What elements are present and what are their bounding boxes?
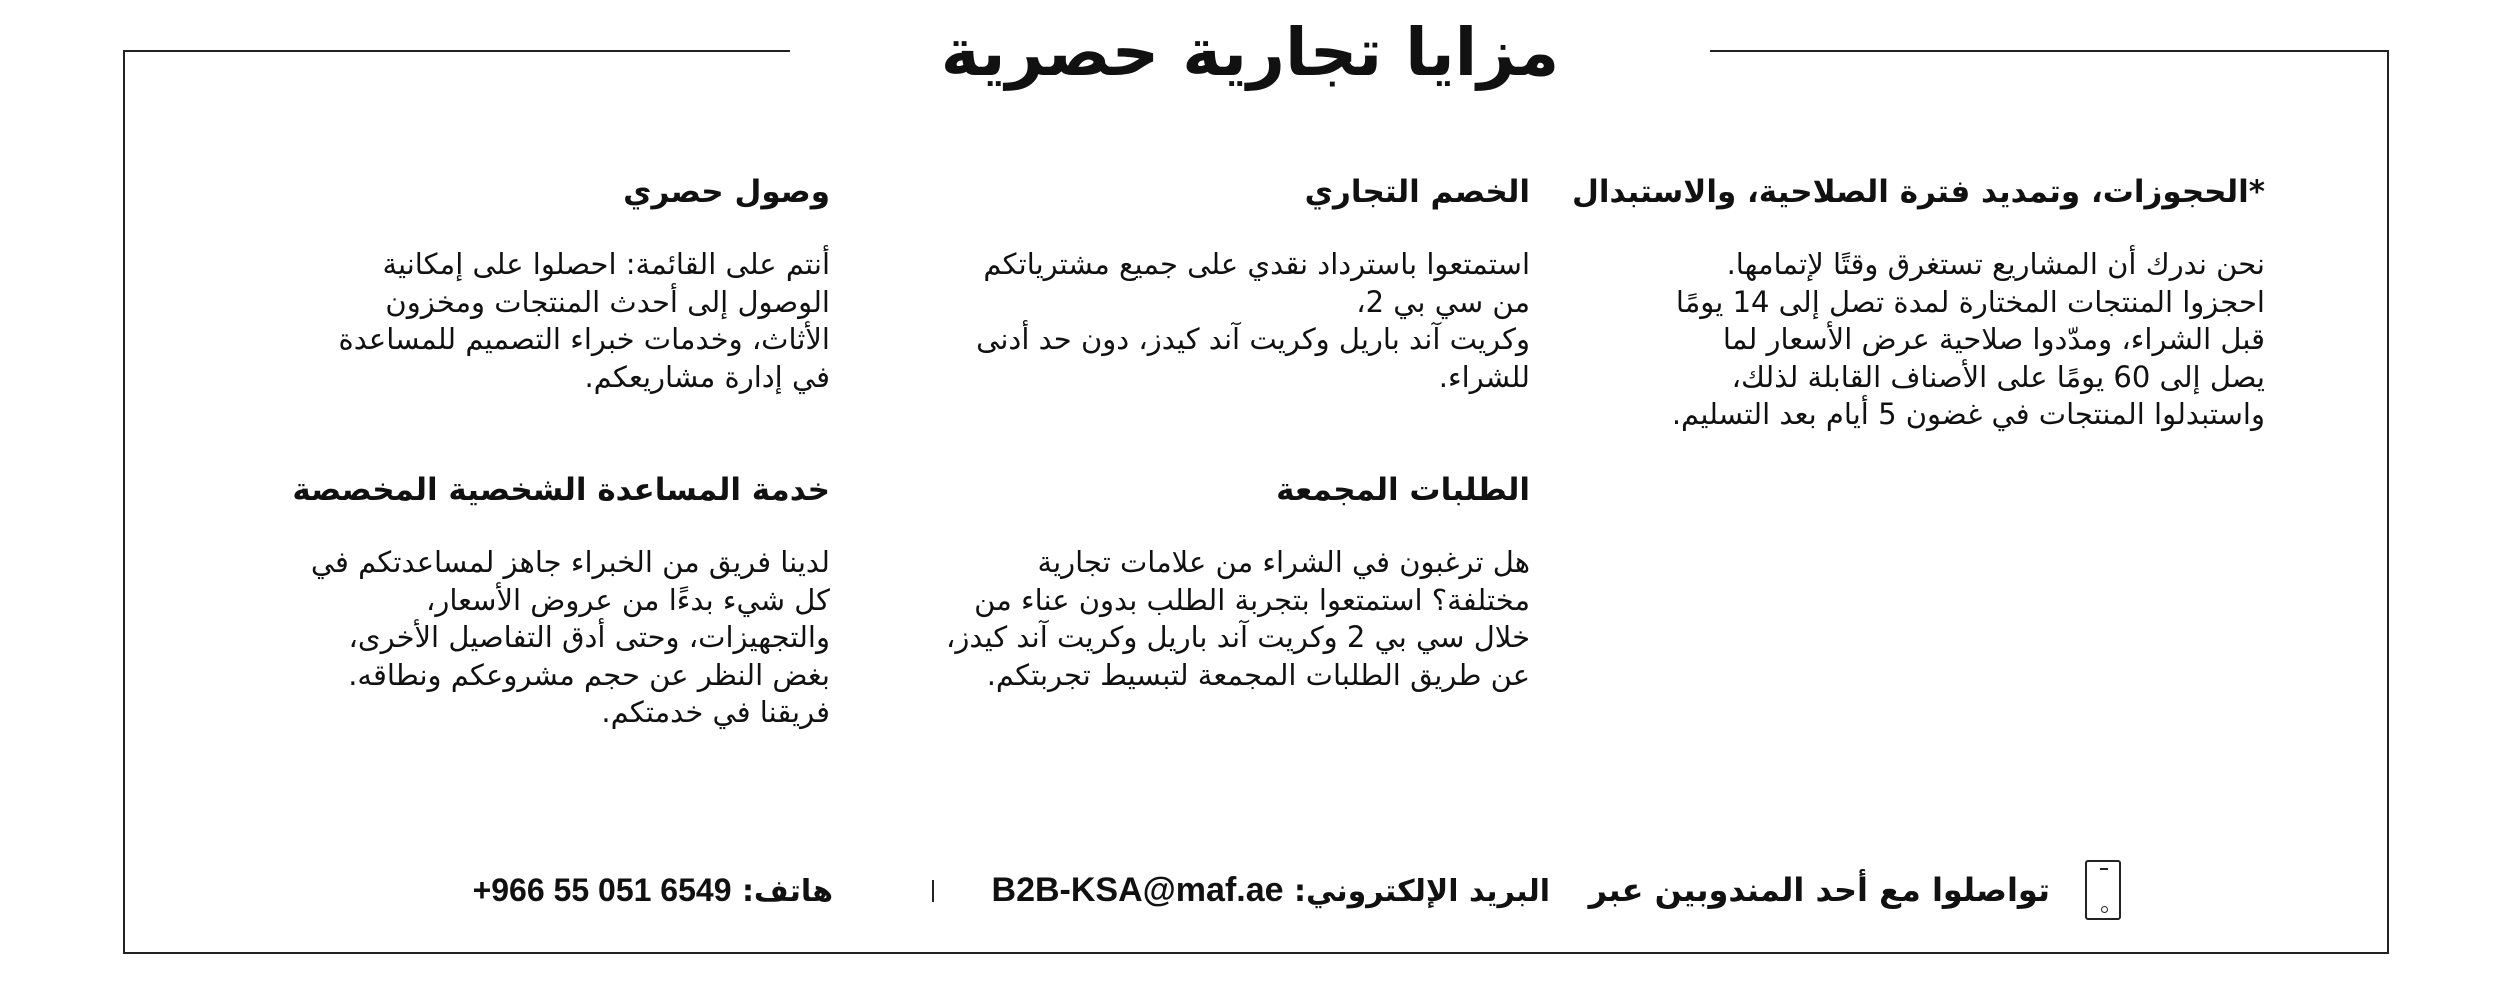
mobile-phone-icon xyxy=(2085,860,2121,920)
section-exclusive-access xyxy=(339,172,830,396)
email-group xyxy=(992,855,1550,925)
body-line: والتجهيزات، وحتى أدق التفاصيل الأخرى، xyxy=(348,620,830,654)
section-personal-assistance xyxy=(292,470,830,732)
body-line: قبل الشراء، ومدّدوا صلاحية عرض الأسعار لما xyxy=(1722,322,2265,356)
section-body xyxy=(292,544,830,732)
email-label: البريد الإلكتروني: xyxy=(1294,874,1550,909)
body-line: لدينا فريق من الخبراء جاهز لمساعدتكم في xyxy=(310,545,830,579)
body-line: هل ترغبون في الشراء من علامات تجارية xyxy=(1037,545,1530,579)
phone-number[interactable]: +966 55 051 6549 xyxy=(472,872,732,908)
section-heading: وصول حصري xyxy=(623,174,830,210)
body-line: يصل إلى 60 يومًا على الأصناف القابلة لذلك، xyxy=(1731,359,2265,394)
body-line: استمتعوا باسترداد نقدي على جميع مشترياتكم xyxy=(983,247,1530,281)
section-body xyxy=(946,544,1530,694)
footer-divider xyxy=(932,880,934,902)
body-line: واستبدلوا المنتجات في غضون 5 أيام بعد التسليم. xyxy=(1671,397,2265,431)
body-line: عن طريق الطلبات المجمعة لتبسيط تجربتكم. xyxy=(986,657,1530,692)
body-line: من سي بي 2، xyxy=(1356,284,1530,319)
contact-label: تواصلوا مع أحد المندوبين عبر xyxy=(1588,871,2050,909)
section-heading: خدمة المساعدة الشخصية المخصصة xyxy=(292,472,830,508)
section-heading: *الحجوزات، وتمديد فترة الصلاحية، والاستبدال xyxy=(1572,174,2265,210)
page-title: مزايا تجارية حصرية xyxy=(940,14,1560,91)
body-line: خلال سي بي 2 وكريت آند باريل وكريت آند كيدز، xyxy=(946,620,1530,654)
section-heading: الخصم التجاري xyxy=(1304,174,1530,210)
phone-group xyxy=(473,855,833,925)
body-line: وكريت آند باريل وكريت آند كيدز، دون حد أدنى xyxy=(976,322,1530,356)
body-line: للشراء. xyxy=(1438,359,1530,394)
section-heading: الطلبات المجمعة xyxy=(1276,472,1530,508)
body-line: أنتم على القائمة: احصلوا على إمكانية xyxy=(382,247,830,281)
body-line: كل شيء بدءًا من عروض الأسعار، xyxy=(425,582,830,617)
phone-label: هاتف: xyxy=(741,874,833,909)
body-line: بغض النظر عن حجم مشروعكم ونطاقه. xyxy=(348,657,830,692)
section-trade-discount xyxy=(976,172,1530,396)
body-line: في إدارة مشاريعكم. xyxy=(584,359,830,394)
section-body xyxy=(339,246,830,396)
section-body xyxy=(1572,246,2265,434)
body-line: نحن ندرك أن المشاريع تستغرق وقتًا لإتمامها. xyxy=(1726,247,2265,281)
body-line: احجزوا المنتجات المختارة لمدة تصل إلى 14 يومًا xyxy=(1675,284,2265,319)
body-line: الوصول إلى أحدث المنتجات ومخزون xyxy=(385,284,830,319)
section-reservations xyxy=(1572,172,2265,434)
section-consolidated-orders xyxy=(946,470,1530,694)
body-line: الأثاث، وخدمات خبراء التصميم للمساعدة xyxy=(338,322,830,356)
section-body xyxy=(976,246,1530,396)
body-line: مختلفة؟ استمتعوا بتجربة الطلب بدون عناء من xyxy=(974,582,1530,617)
body-line: فريقنا في خدمتكم. xyxy=(601,695,830,729)
email-link[interactable]: B2B-KSA@maf.ae xyxy=(991,871,1284,909)
